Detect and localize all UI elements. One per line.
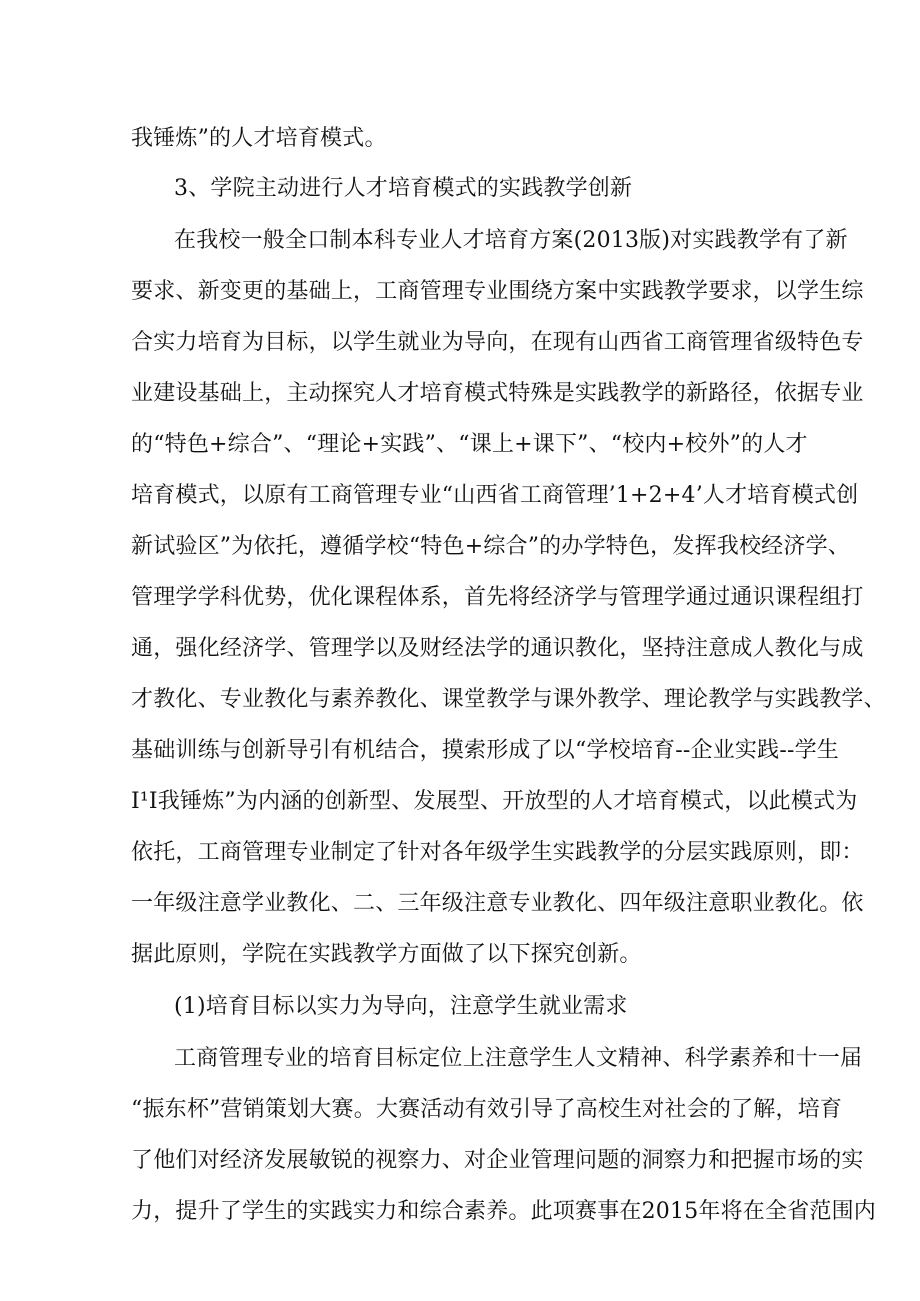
text-line-19: 工商管理专业的培育目标定位上注意学生人文精神、科学素养和十一届 xyxy=(174,1046,863,1071)
section-heading-3: 3、学院主动进行人才培育模式的实践教学创新 xyxy=(174,176,633,201)
text-line-7: 的“特色+综合”、“理论+实践”、“课上+课下”、“校内+校外”的人才 xyxy=(131,432,808,457)
text-line-4: 要求、新变更的基础上，工商管理专业围绕方案中实践教学要求，以学生综 xyxy=(131,279,864,304)
text-line-22: 力，提升了学生的实践实力和综合素养。此项赛事在2015年将在全省范围内 xyxy=(131,1199,876,1224)
text-line-9: 新试验区”为依托，遵循学校“特色+综合”的办学特色，发挥我校经济学、 xyxy=(131,534,850,559)
text-line-6: 业建设基础上，主动探究人才培育模式特殊是实践教学的新路径，依据专业 xyxy=(131,381,864,406)
text-line-17: 据此原则，学院在实践教学方面做了以下探究创新。 xyxy=(131,942,642,967)
text-line-15: 依托，工商管理专业制定了针对各年级学生实践教学的分层实践原则，即： xyxy=(131,840,864,865)
text-line-16: 一年级注意学业教化、二、三年级注意专业教化、四年级注意职业教化。依 xyxy=(131,891,864,916)
text-line-5: 合实力培育为目标，以学生就业为导向，在现有山西省工商管理省级特色专 xyxy=(131,330,864,355)
text-line-14: I¹I我锤炼”为内涵的创新型、发展型、开放型的人才培育模式，以此模式为 xyxy=(131,789,858,814)
subsection-heading-1: (1)培育目标以实力为导向，注意学生就业需求 xyxy=(174,994,628,1019)
text-line-11: 通，强化经济学、管理学以及财经法学的通识教化，坚持注意成人教化与成 xyxy=(131,636,864,661)
text-line-8: 培育模式，以原有工商管理专业“山西省工商管理’1+2+4’人才培育模式创 xyxy=(131,483,859,508)
text-line-21: 了他们对经济发展敏锐的视察力、对企业管理问题的洞察力和把握市场的实 xyxy=(131,1148,864,1173)
text-line-1: 我锤炼”的人才培育模式。 xyxy=(131,126,387,151)
text-line-10: 管理学学科优势，优化课程体系，首先将经济学与管理学通过通识课程组打 xyxy=(131,585,864,610)
text-line-13: 基础训练与创新导引有机结合，摸索形成了以“学校培育--企业实践--学生 xyxy=(131,738,839,763)
text-line-3: 在我校一般全口制本科专业人才培育方案(2013版)对实践教学有了新 xyxy=(174,228,848,253)
text-line-20: “振东杯”营销策划大赛。大赛活动有效引导了高校生对社会的了解，培育 xyxy=(131,1097,843,1122)
text-line-12: 才教化、专业教化与素养教化、课堂教学与课外教学、理论教学与实践教学、 xyxy=(131,687,886,712)
